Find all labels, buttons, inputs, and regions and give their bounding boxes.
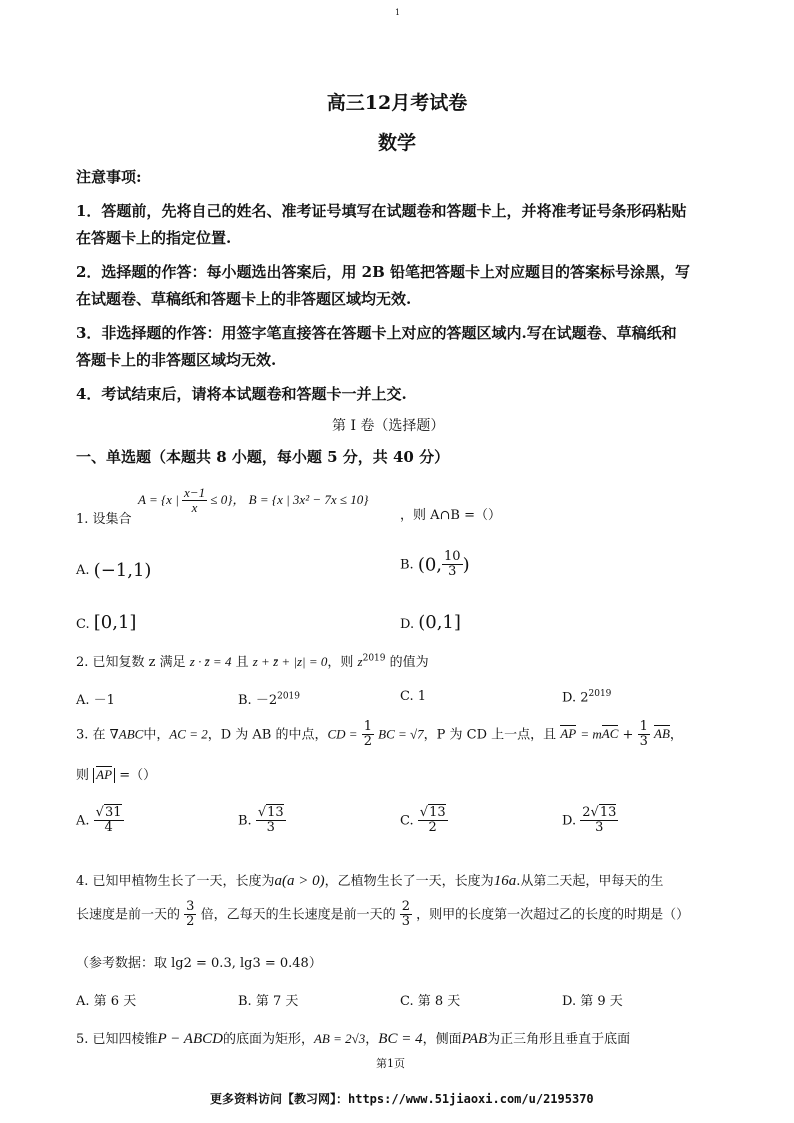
q3-p6: CD = (327, 726, 358, 742)
q5-c: 的底面为矩形， (222, 1032, 314, 1047)
q3-f-den: 2 (363, 734, 372, 750)
q4-option-a: A. 第 6 天 (76, 994, 137, 1009)
q2-stem-a: 2. 已知复数 z 满足 (76, 655, 186, 670)
q4-option-c: C. 第 8 天 (400, 994, 461, 1009)
q4-l1d: 16a (493, 873, 517, 889)
q3-option-b-den: 3 (266, 820, 275, 836)
q1-option-b-fraction (442, 550, 463, 580)
q1-set-a: A = {x | (138, 491, 179, 507)
notice-item-2-line1: 2．选择题的作答：每小题选出答案后，用 2B 铅笔把答题卡上对应题目的答案标号涂黑，写 (76, 263, 691, 281)
q4-f1-den: 2 (186, 914, 195, 930)
q2-stem-c: 且 (235, 655, 249, 670)
q1-option-b-close: ) (462, 554, 470, 576)
q4-l2b: 倍，乙每天的生长速度是前一天的 (200, 907, 396, 923)
q4-l2c: ，则甲的长度第一次超过乙的长度的时期是（） (416, 907, 690, 923)
q4-f1-num: 3 (186, 899, 195, 914)
q1-option-a (76, 560, 151, 581)
q3-option-a (76, 806, 124, 836)
q1-suffix: ，则 A∩B =（） (400, 508, 501, 523)
q3-option-a-den: 4 (104, 820, 113, 836)
q3-line2-a: 则 (76, 768, 90, 783)
q3-stem (76, 720, 683, 750)
q3-option-d-num: 2√13 (582, 805, 617, 820)
resource-link[interactable]: 更多资料访问【教习网】：https://www.51jiaoxi.com/u/2195370 (210, 1092, 594, 1106)
q4-option-b: B. 第 7 天 (238, 994, 299, 1009)
q2-stem-b: z · z̄ = 4 (189, 654, 232, 669)
q2-stem-g: 的值为 (389, 655, 429, 670)
q4-option-d: D. 第 9 天 (562, 994, 623, 1009)
q3-p10: + (622, 727, 634, 743)
q3-p2: ABC (118, 726, 144, 742)
q3-p7: BC = √7 (378, 726, 424, 742)
q3-option-d-rad: 13 (599, 805, 617, 820)
q4-l2a: 长速度是前一天的 (76, 907, 181, 923)
notice-item-2-line2: 在试题卷、草稿纸和答题卡上的非答题区域均无效. (76, 290, 412, 308)
part-heading: 一、单选题（本题共 8 小题，每小题 5 分，共 40 分） (76, 448, 450, 466)
q2-stem-sup: 2019 (362, 653, 386, 664)
q1-set-a-fraction (182, 486, 207, 516)
q3-line2-abs (93, 768, 115, 783)
q3-option-a-rad: 31 (104, 805, 122, 820)
q3-option-d-den: 3 (595, 820, 604, 836)
q3-line2-b: =（） (119, 768, 157, 783)
q2-option-b-sup: 2019 (277, 691, 300, 702)
q4-fraction-3-2 (184, 900, 196, 930)
q5-b: P − ABCD (157, 1031, 223, 1047)
q3-option-a-fraction (94, 806, 124, 836)
notice-item-1-line2: 在答题卡上的指定位置. (76, 229, 232, 247)
q4-f2-num: 2 (401, 899, 411, 914)
notice-item-4-line1: 4．考试结束后，请将本试题卷和答题卡一并上交. (76, 385, 407, 403)
q3-option-a-label: A. (76, 813, 90, 829)
q5-stem (76, 1028, 630, 1048)
q3-stem-line2 (76, 764, 156, 783)
q1-option-d-value: (0,1] (418, 612, 461, 633)
q3-option-d-label: D. (562, 813, 577, 829)
q4-fraction-2-3 (400, 900, 412, 930)
q3-p1: 3. 在 ∇ (76, 727, 119, 743)
q1-option-b-num: 10 (444, 549, 461, 564)
q4-l1c: ，乙植物生长了一天，长度为 (324, 874, 494, 889)
page-number: 第1页 (376, 1057, 405, 1070)
q2-stem-f: z (357, 654, 363, 669)
q3-option-c (400, 806, 448, 836)
q3-vector-ab: AB (654, 726, 670, 742)
q2-option-d-sup: 2019 (588, 689, 612, 699)
q2-option-c: C. 1 (400, 689, 427, 704)
q3-p11: ， (669, 727, 683, 743)
q4-reference: （参考数据：取 lg2 = 0.3, lg3 = 0.48） (76, 956, 322, 971)
q2-option-b-base: B. －2 (238, 693, 278, 708)
q3-line2-vector: AP (96, 767, 113, 782)
q3-option-d-coef: 2 (582, 805, 591, 820)
q3-option-c-rad: 13 (429, 805, 446, 820)
q1-option-c (76, 612, 136, 633)
q3-p5: ，D 为 AB 的中点， (207, 727, 328, 743)
q3-option-b (238, 806, 286, 836)
q1-set-b: B = {x | 3x² − 7x ≤ 10} (248, 491, 369, 507)
q3-g-den: 3 (639, 734, 648, 750)
q2-stem-e: ，则 (327, 655, 354, 670)
volume-heading: 第 I 卷（选择题） (332, 418, 445, 434)
subject-title: 数学 (377, 132, 416, 154)
q5-e: ， (365, 1032, 379, 1047)
q3-p8: ，P 为 CD 上一点，且 (423, 727, 557, 743)
q3-option-a-num: √31 (95, 805, 122, 820)
q2-stem (76, 651, 429, 670)
q3-option-b-fraction (256, 806, 286, 836)
q2-stem-d: z + z̄ + |z| = 0 (252, 654, 328, 669)
q5-a: 5. 已知四棱锥 (76, 1032, 158, 1047)
q1-option-b (400, 550, 470, 580)
q3-g-num: 1 (639, 719, 648, 734)
q3-option-d (562, 806, 618, 836)
q3-fraction-half (362, 720, 374, 750)
q1-set-a-tail: ≤ 0}， (210, 491, 246, 507)
q1-set-a-num: x−1 (184, 485, 206, 500)
q3-option-b-rad: 13 (267, 805, 284, 820)
q3-p9: = m (580, 726, 602, 742)
q1-option-b-label: B. (400, 557, 414, 573)
q1-set-a-den: x (191, 500, 198, 516)
q3-f-num: 1 (363, 719, 372, 734)
q1-option-a-label: A. (76, 563, 90, 578)
q3-option-c-label: C. (400, 813, 414, 829)
notice-item-3-line2: 答题卡上的非答题区域均无效. (76, 351, 277, 369)
q5-i: 为正三角形且垂直于底面 (487, 1032, 631, 1047)
q3-option-c-den: 2 (428, 820, 437, 836)
q1-option-a-value: (−1,1) (93, 560, 152, 581)
q4-l1e: .从第二天起，甲每天的生 (516, 874, 664, 889)
q3-vector-ap: AP (560, 726, 577, 742)
q5-f: BC = 4 (378, 1031, 423, 1047)
q3-p4: AC = 2 (169, 726, 208, 742)
q1-option-b-den: 3 (448, 564, 457, 580)
q3-vector-ac: AC (601, 726, 619, 742)
q1-option-d (400, 612, 461, 633)
q1-option-c-value: [0,1] (93, 612, 137, 633)
page-marker: 1 (395, 8, 401, 17)
q4-line2 (76, 900, 689, 930)
q3-option-b-label: B. (238, 813, 252, 829)
exam-title: 高三12月考试卷 (326, 92, 468, 114)
q4-l1b: a(a > 0) (274, 873, 325, 889)
q3-option-c-num: √13 (419, 805, 446, 820)
notice-item-1-line1: 1．答题前，先将自己的姓名、准考证号填写在试题卷和答题卡上，并将准考证号条形码粘贴 (76, 202, 687, 220)
q4-line1 (76, 870, 663, 890)
q3-fraction-third (638, 720, 650, 750)
q1-prefix: 1. 设集合 (76, 512, 132, 527)
q3-p3: 中， (143, 727, 170, 743)
q4-f2-den: 3 (401, 914, 411, 930)
notice-heading: 注意事项: (76, 168, 142, 186)
q1-set-expression (138, 486, 368, 516)
q2-option-a: A. －1 (76, 693, 115, 708)
q1-option-d-label: D. (400, 617, 415, 632)
q5-h: PAB (461, 1031, 488, 1047)
q5-d: AB = 2√3 (313, 1031, 366, 1046)
q2-option-d-base: D. 2 (562, 690, 589, 706)
notice-item-3-line1: 3．非选择题的作答：用签字笔直接答在答题卡上对应的答题区域内.写在试题卷、草稿纸和 (76, 324, 677, 342)
q1-option-b-lead: (0, (417, 554, 443, 576)
q1-option-c-label: C. (76, 617, 90, 632)
q3-option-c-fraction (418, 806, 448, 836)
q2-option-d (562, 689, 611, 705)
q3-option-b-num: √13 (257, 805, 284, 820)
q5-g: ，侧面 (422, 1032, 462, 1047)
q3-option-d-fraction (580, 806, 618, 836)
q4-l1a: 4. 已知甲植物生长了一天，长度为 (76, 874, 275, 889)
q2-option-b (238, 689, 300, 708)
